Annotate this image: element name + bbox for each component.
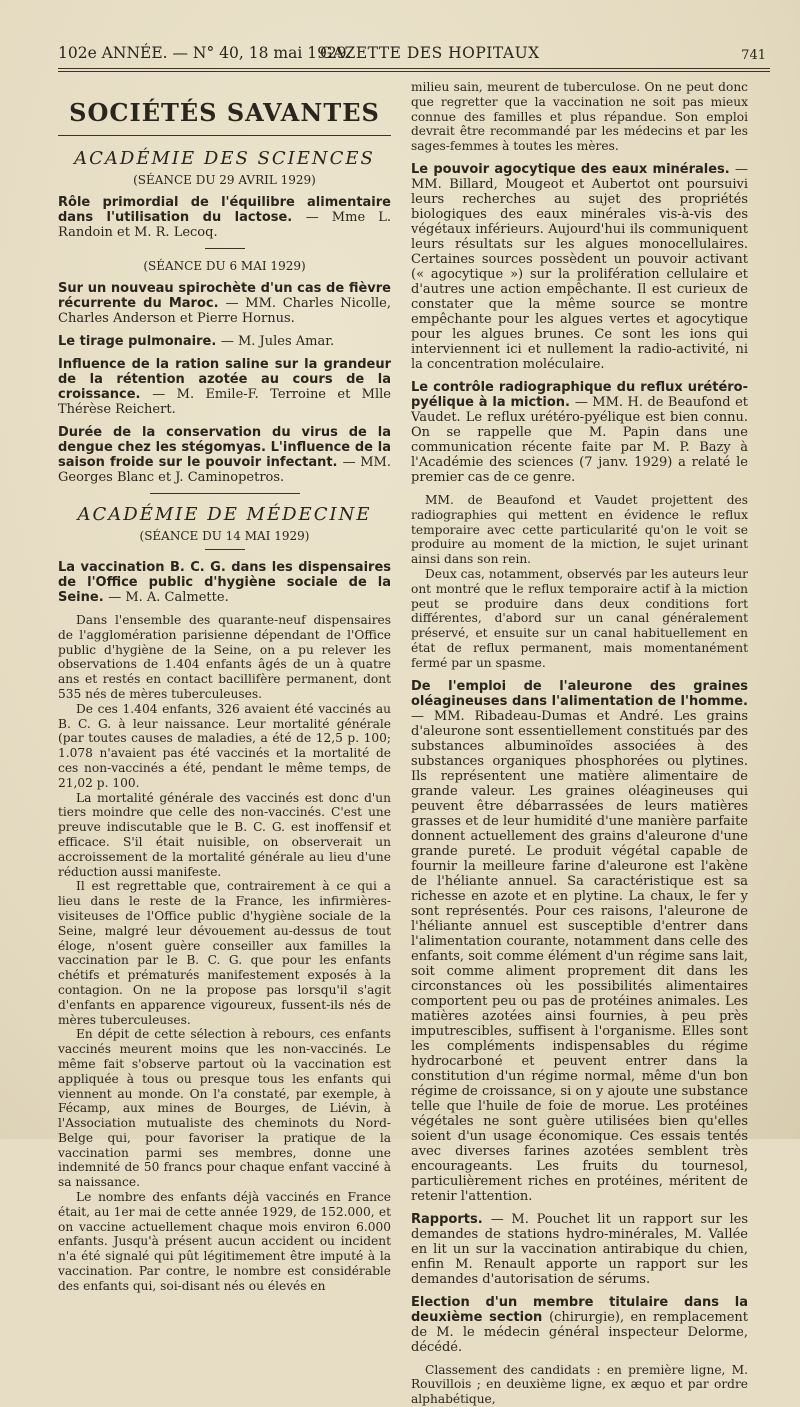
note-title: Influence de la ration saline sur la grandeur de la rétention azotée au cours de la croissance. — M. Emile-F. Terroine et Mlle Thérèse Reichert. bbox=[58, 357, 391, 417]
paragraph: Dans l'ensemble des quarante-neuf dispensaires de l'agglomération parisienne dépendant de l'Office public d'hygiène de la Seine, on a pu relever les observations de 1.404 enfants âgés de un à quatre ans et restés en contact bacillifère permanent, dont 535 nés de mères tuberculeuses. bbox=[58, 613, 391, 701]
note-title: Durée de la conservation du virus de la dengue chez les stégomyas. L'influence de la saison froide sur le pouvoir infectant. — MM. Georges Blanc et J. Caminopetros. bbox=[58, 425, 391, 485]
note-title: Rôle primordial de l'équilibre alimentaire dans l'utilisation du lactose. — Mme L. Randoin et M. R. Lecoq. bbox=[58, 195, 391, 240]
paragraph: milieu sain, meurent de tuberculose. On ne peut donc que regretter que la vaccination ne soit pas mieux connue des familles et plus répandue. Son emploi devrait être recommandé par les médecins et par les sages-femmes à toutes les mères. bbox=[411, 80, 748, 154]
running-header bbox=[58, 40, 770, 68]
section-rule bbox=[58, 135, 391, 136]
left-column bbox=[58, 80, 391, 1407]
seance-date: (SÉANCE DU 6 MAI 1929) bbox=[143, 259, 306, 273]
issue-info: 102e ANNÉE. — N° 40, 18 mai 1929. bbox=[58, 44, 352, 62]
paragraph: En dépit de cette sélection à rebours, ces enfants vaccinés meurent moins que les non-vaccinés. Le même fait s'observe partout où la vaccination est appliquée à tous ou presque tous les enfants qui viennent au monde. On l'a constaté, par exemple, à Fécamp, aux mines de Bourges, de Liévin, à l'Association mutualiste des cheminots du Nord-Belge qui, pour favoriser la pratique de la vaccination parmi ses membres, donne une indemnité de 50 francs pour chaque enfant vacciné à sa naissance. bbox=[58, 1027, 391, 1190]
section-title: SOCIÉTÉS SAVANTES bbox=[69, 98, 380, 127]
paragraph: La mortalité générale des vaccinés est donc d'un tiers moindre que celle des non-vaccinés. C'est une preuve indiscutable que le B. C. G. est inoffensif et efficace. S'il était nuisible, on observerait un accroissement de la mortalité générale au lieu d'une réduction aussi manifeste. bbox=[58, 790, 391, 879]
paragraph: Deux cas, notamment, observés par les auteurs leur ont montré que le reflux temporaire actif à la miction peut se produire dans deux conditions fort différentes, d'abord sur un canal généralement préservé, et ensuite sur un canal habituellement en état de reflux permanent, mais momentanément fermé par un spasme. bbox=[411, 566, 748, 670]
note-title: De l'emploi de l'aleurone des graines oléagineuses dans l'alimentation de l'homme. — MM. Ribadeau-Dumas et André. Les grains d'aleurone sont essentiellement constitués par des substances albuminoïdes associées à des substances organiques phosphorées ou plytines. Ils représentent une matière alimentaire de grande valeur. Les graines oléagineuses qui peuvent être débarrassées de leurs matières grasses et de leur humidité d'une manière parfaite donnent actuellement des grains d'aleurone d'une grande pureté. Le produit végétal capable de fournir la meilleure farine d'aleurone est l'akène de l'héliante annuel. Sa caractéristique est sa richesse en azote et en plytine. La chaux, le fer y sont représentés. Pour ces raisons, l'aleurone de l'héliante annuel est susceptible d'entrer dans l'alimentation courante, notamment dans celle des enfants, soit comme élément d'un régime sans lait, soit comme aliment proprement dit dans les circonstances où les possibilités alimentaires comportent peu ou pas de protéines animales. Les matières azotées ainsi fournies, à peu près imputrescibles, suffisent à l'organisme. Elles sont les compléments indispensables du régime hydrocarboné et peuvent entrer dans la constitution d'un régime normal, même d'un bon régime de croissance, si on y ajoute une substance telle que l'huile de foie de morue. Les protéines végétales ne sont guère utilisées bien qu'elles soient d'un usage économique. Ces essais tentés avec diverses farines azotées semblent très encourageants. Les fruits du tournesol, particulièrement riches en protéines, méritent de retenir l'attention. bbox=[411, 678, 748, 1204]
divider bbox=[205, 248, 245, 249]
page-number: 741 bbox=[741, 48, 766, 63]
paragraph: Il est regrettable que, contrairement à ce qui a lieu dans le reste de la France, les infirmières-visiteuses de l'Office public d'hygiène sociale de la Seine, malgré leur dévouement au-dessus de tout éloge, n'osent guère conseiller aux familles la vaccination par le B. C. G. que pour les enfants chétifs et prématurés manifestement exposés à la contagion. On ne la propose pas lorsqu'il s'agit d'enfants en apparence vigoureux, fussent-ils nés de mères tuberculeuses. bbox=[58, 879, 391, 1027]
note-title: Election d'un membre titulaire dans la deuxième section (chirurgie), en remplacement de M. le médecin général inspecteur Delorme, décédé. bbox=[411, 1294, 749, 1355]
note-title: Le tirage pulmonaire. — M. Jules Amar. bbox=[58, 334, 335, 349]
note-title: Le contrôle radiographique du reflux urétéro-pyélique à la miction. — MM. H. de Beaufond et Vaudet. Le reflux urétéro-pyélique est bien connu. On se rappelle que M. Papin dans une communication récente faite par M. P. Bazy à l'Académie des sciences (7 janv. 1929) a relaté le premier cas de ce genre. bbox=[411, 379, 748, 485]
header-rule bbox=[58, 68, 770, 72]
seance-date: (SÉANCE DU 29 AVRIL 1929) bbox=[133, 173, 316, 187]
paragraph: De ces 1.404 enfants, 326 avaient été vaccinés au B. C. G. à leur naissance. Leur mortalité générale (par toutes causes de maladies, a été de 12,5 p. 100; 1.078 n'avaient pas été vaccinés et la mortalité de ces non-vaccinés a été, pendant le même temps, de 21,02 p. 100. bbox=[58, 701, 391, 790]
right-column bbox=[411, 80, 748, 1407]
note-title: La vaccination B. C. G. dans les dispensaires de l'Office public d'hygiène sociale de la Seine. — M. A. Calmette. bbox=[58, 560, 391, 605]
note-title: Sur un nouveau spirochète d'un cas de fièvre récurrente du Maroc. — MM. Charles Nicolle, Charles Anderson et Pierre Hornus. bbox=[58, 281, 391, 326]
seance-date: (SÉANCE DU 14 MAI 1929) bbox=[139, 529, 310, 543]
note-title: Le pouvoir agocytique des eaux minérales. — MM. Billard, Mougeot et Aubertot ont poursuivi leurs recherches au sujet des propriétés biologiques des eaux minérales vis-à-vis des végétaux inférieurs. Aujourd'hui ils communiquent leurs résultats sur les algues monocellulaires. Certaines sources possèdent un pouvoir activant (« agocytique ») sur la prolifération cellulaire et d'autres une action empêchante. Il est curieux de constater que la même source se montre empêchante pour les algues vertes et agocytique pour les algues brunes. Ce sont les ions qui interviennent ici et nullement la radio-activité, ni la concentration moléculaire. bbox=[411, 161, 748, 372]
note-title: Rapports. — M. Pouchet lit un rapport sur les demandes de stations hydro-minérales, M. Vallée en lit un sur la vaccination antirabique du chien, enfin M. Renault apporte un rapport sur les demandes d'autorisation de sérums. bbox=[411, 1211, 748, 1287]
paragraph: MM. de Beaufond et Vaudet projettent des radiographies qui mettent en évidence le reflux temporaire avec cette particularité qu'on le voit se produire au moment de la miction, le sujet urinant ainsi dans son rein. bbox=[411, 492, 748, 567]
divider bbox=[205, 549, 245, 550]
academy-medecine-heading: ACADÉMIE DE MÉDECINE bbox=[77, 504, 372, 525]
journal-name: GAZETTE DES HOPITAUX bbox=[320, 44, 540, 62]
divider bbox=[150, 493, 300, 494]
paragraph: Classement des candidats : en première ligne, M. Rouvillois ; en deuxième ligne, ex æquo et par ordre alphabétique, bbox=[411, 1362, 748, 1407]
academy-sciences-heading: ACADÉMIE DES SCIENCES bbox=[74, 148, 375, 169]
paragraph: Le nombre des enfants déjà vaccinés en France était, au 1er mai de cette année 1929, de 152.000, et on vaccine actuellement chaque mois environ 6.000 enfants. Jusqu'à présent aucun accident ou incident n'a été signalé qui pût légitimement être imputé à la vaccination. Par contre, le nombre est considérable des enfants qui, soi-disant nés ou élevés en bbox=[58, 1190, 391, 1293]
